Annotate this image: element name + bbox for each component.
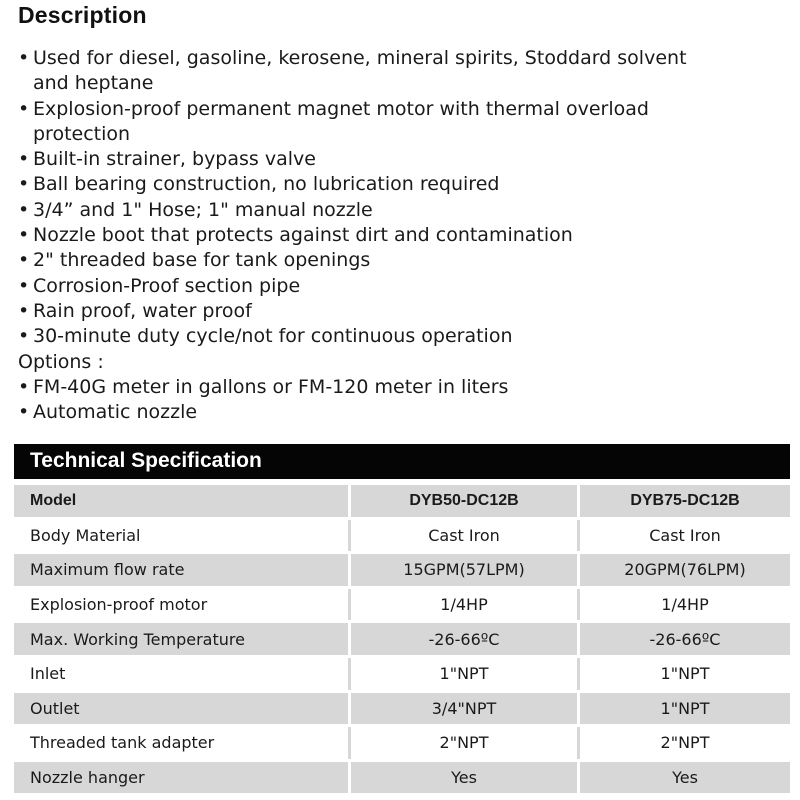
row-label: Body Material — [14, 520, 351, 552]
row-label: Nozzle hanger — [14, 762, 351, 794]
row-value-model-1: 1"NPT — [351, 658, 580, 690]
feature-text: Corrosion-Proof section pipe — [33, 274, 301, 297]
row-value-model-1: 3/4"NPT — [351, 693, 580, 725]
feature-text: 2" threaded base for tank openings — [33, 249, 371, 272]
table-row — [14, 658, 790, 690]
row-value-model-2: Yes — [580, 762, 790, 794]
header-cell-model-2: DYB75-DC12B — [580, 485, 790, 517]
bullet-dot: • — [18, 148, 30, 171]
bullet-dot: • — [18, 401, 30, 424]
table-row — [14, 520, 790, 552]
row-label: Max. Working Temperature — [14, 623, 351, 655]
feature-text: Explosion-proof permanent magnet motor with thermal overload — [33, 97, 649, 120]
table-row — [14, 589, 790, 621]
row-value-model-2: 2"NPT — [580, 727, 790, 759]
feature-item — [18, 223, 788, 248]
row-value-model-2: 1/4HP — [580, 589, 790, 621]
feature-text: Ball bearing construction, no lubrication required — [33, 173, 500, 196]
feature-item — [18, 324, 788, 349]
feature-text-continued: and heptane — [33, 72, 154, 95]
bullet-dot: • — [18, 249, 30, 272]
row-value-model-1: 2"NPT — [351, 727, 580, 759]
bullet-dot: • — [18, 97, 30, 120]
table-row — [14, 762, 790, 794]
option-item — [18, 375, 788, 400]
bullet-dot: • — [18, 274, 30, 297]
row-label: Threaded tank adapter — [14, 727, 351, 759]
feature-item — [18, 97, 788, 148]
feature-text: 30-minute duty cycle/not for continuous operation — [33, 325, 513, 348]
row-label: Maximum flow rate — [14, 554, 351, 586]
feature-item — [18, 274, 788, 299]
feature-text-continued: protection — [33, 122, 131, 145]
feature-text: Rain proof, water proof — [33, 299, 252, 322]
row-value-model-2: Cast Iron — [580, 520, 790, 552]
bullet-dot: • — [18, 47, 30, 69]
spec-title: Technical Specification — [30, 449, 262, 472]
spec-table — [14, 482, 790, 796]
table-row — [14, 727, 790, 759]
bullet-dot: • — [18, 224, 30, 247]
row-value-model-1: 15GPM(57LPM) — [351, 554, 580, 586]
option-item — [18, 400, 788, 425]
row-value-model-2: 1"NPT — [580, 693, 790, 725]
header-cell-model: Model — [14, 485, 351, 517]
description-heading: Description — [18, 2, 147, 28]
row-value-model-1: 1/4HP — [351, 589, 580, 621]
row-value-model-2: -26-66ºC — [580, 623, 790, 655]
feature-item — [18, 172, 788, 197]
feature-item — [18, 299, 788, 324]
table-header-row — [14, 485, 790, 517]
table-row — [14, 693, 790, 725]
options-label: Options : — [18, 350, 104, 373]
row-value-model-2: 1"NPT — [580, 658, 790, 690]
option-text: FM-40G meter in gallons or FM-120 meter in liters — [33, 375, 509, 398]
bullet-dot: • — [18, 325, 30, 348]
bullet-dot: • — [18, 375, 30, 398]
bullet-dot: • — [18, 198, 30, 221]
row-value-model-1: Yes — [351, 762, 580, 794]
feature-item — [18, 147, 788, 172]
feature-item — [18, 198, 788, 223]
row-value-model-1: -26-66ºC — [351, 623, 580, 655]
row-label: Inlet — [14, 658, 351, 690]
feature-text: 3/4” and 1" Hose; 1" manual nozzle — [33, 198, 373, 221]
row-value-model-2: 20GPM(76LPM) — [580, 554, 790, 586]
bullet-dot: • — [18, 299, 30, 322]
row-value-model-1: Cast Iron — [351, 520, 580, 552]
option-text: Automatic nozzle — [33, 401, 198, 424]
spec-title-banner — [14, 444, 790, 479]
row-label: Explosion-proof motor — [14, 589, 351, 621]
feature-item — [18, 248, 788, 273]
header-cell-model-1: DYB50-DC12B — [351, 485, 580, 517]
table-row — [14, 623, 790, 655]
bullet-dot: • — [18, 173, 30, 196]
feature-item — [18, 46, 788, 97]
feature-text: Used for diesel, gasoline, kerosene, mineral spirits, Stoddard solvent — [33, 47, 687, 69]
table-row — [14, 554, 790, 586]
feature-text: Nozzle boot that protects against dirt and contamination — [33, 224, 573, 247]
feature-list — [18, 46, 788, 425]
row-label: Outlet — [14, 693, 351, 725]
feature-text: Built-in strainer, bypass valve — [33, 148, 316, 171]
